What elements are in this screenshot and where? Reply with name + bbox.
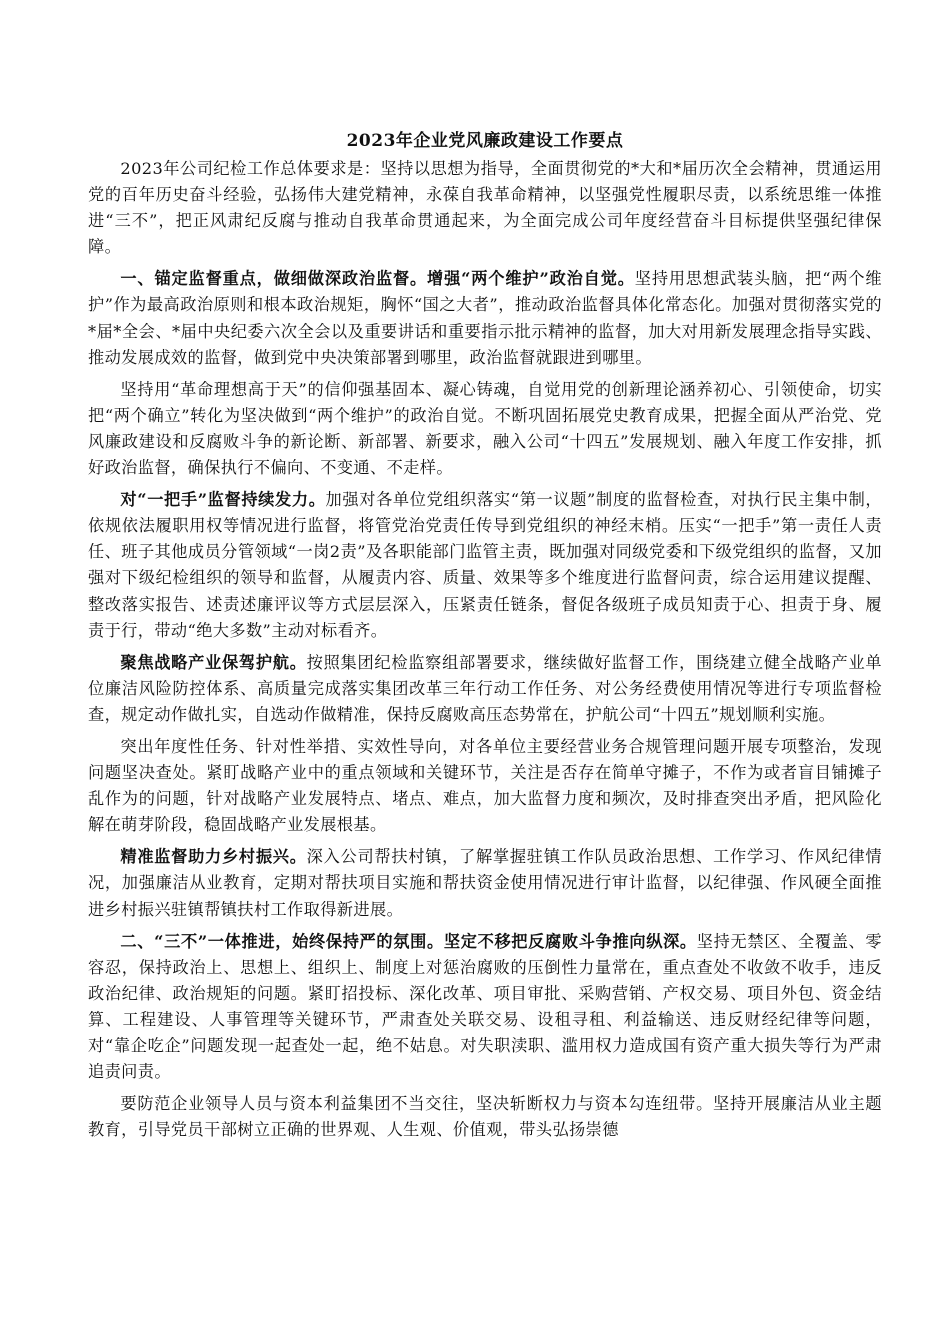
- paragraph-text: 2023年公司纪检工作总体要求是：坚持以思想为指导，全面贯彻党的*大和*届历次全会精神，贯通运用党的百年历史奋斗经验，弘扬伟大建党精神，永葆自我革命精神，以坚强党性履职尽责，以系统思维一体推进“三不”，把正风肃纪反腐与推动自我革命贯通起来，为全面完成公司年度经营奋斗目标提供坚强纪律保障。: [88, 159, 882, 257]
- paragraph-text: 按照集团纪检监察组部署要求，继续做好监督工作，围绕建立健全战略产业单位廉洁风险防控体系、高质量完成落实集团改革三年行动工作任务、对公务经费使用情况等进行专项监督检查，规定动作做扎实，自选动作做精准，保持反腐败高压态势常在，护航公司“十四五”规划顺利实施。: [88, 652, 882, 724]
- paragraph-text: 坚持用“革命理想高于天”的信仰强基固本、凝心铸魂，自觉用党的创新理论涵养初心、引领使命，切实把“两个确立”转化为坚决做到“两个维护”的政治自觉。不断巩固拓展党史教育成果，把握全面从严治党、党风廉政建设和反腐败斗争的新论断、新部署、新要求，融入公司“十四五”发展规划、融入年度工作安排，抓好政治监督，确保执行不偏向、不变通、不走样。: [88, 379, 882, 478]
- paragraph-8: [88, 929, 882, 1086]
- paragraph-3: [88, 377, 882, 481]
- paragraph-text: 加强对各单位党组织落实“第一议题”制度的监督检查，对执行民主集中制，依规依法履职用权等情况进行监督，将管党治党责任传导到党组织的神经末梢。压实“一把手”第一责任人责任、班子其他成员分管领域“一岗2责”及各职能部门监管主责，既加强对同级党委和下级党组织的监督，又加强对下级纪检组织的领导和监督，从履责内容、质量、效果等多个维度进行监督问责，综合运用建议提醒、整改落实报告、述责述廉评议等方式层层深入，压紧责任链条，督促各级班子成员知责于心、担责于身、履责于行，带动“绝大多数”主动对标看齐。: [88, 490, 882, 640]
- paragraph-6: [88, 734, 882, 838]
- paragraph-text: 要防范企业领导人员与资本利益集团不当交往，坚决斩断权力与资本勾连纽带。坚持开展廉洁从业主题教育，引导党员干部树立正确的世界观、人生观、价值观，带头弘扬崇德: [88, 1094, 882, 1140]
- paragraph-lead: 对“一把手”监督持续发力。: [120, 490, 326, 510]
- paragraph-2: [88, 266, 882, 370]
- paragraph-lead: 精准监督助力乡村振兴。: [120, 847, 307, 867]
- paragraph-5: [88, 650, 882, 728]
- paragraph-1: [88, 156, 882, 260]
- paragraph-4: [88, 487, 882, 644]
- paragraph-text: 坚持无禁区、全覆盖、零容忍，保持政治上、思想上、组织上、制度上对惩治腐败的压倒性力量常在，重点查处不收敛不收手，违反政治纪律、政治规矩的问题。紧盯招投标、深化改革、项目审批、采购营销、产权交易、项目外包、资金结算、工程建设、人事管理等关键环节，严肃查处关联交易、设租寻租、利益输送、违反财经纪律等问题，对“靠企吃企”问题发现一起查处一起，绝不姑息。对失职渎职、滥用权力造成国有资产重大损失等行为严肃追责问责。: [88, 931, 882, 1082]
- paragraph-lead: 二、“三不”一体推进，始终保持严的氛围。坚定不移把反腐败斗争推向纵深。: [120, 931, 697, 951]
- paragraph-text: 坚持用思想武装头脑，把“两个维护”作为最高政治原则和根本政治规矩，胸怀“国之大者”，推动政治监督具体化常态化。加强对贯彻落实党的*届*全会、*届中央纪委六次全会以及重要讲话和重要指示批示精神的监督，加大对用新发展理念指导实践、推动发展成效的监督，做到党中央决策部署到哪里，政治监督就跟进到哪里。: [88, 269, 882, 367]
- paragraph-text: 深入公司帮扶村镇，了解掌握驻镇工作队员政治思想、工作学习、作风纪律情况，加强廉洁从业教育，定期对帮扶项目实施和帮扶资金使用情况进行审计监督，以纪律强、作风硬全面推进乡村振兴驻镇帮镇扶村工作取得新进展。: [88, 847, 882, 919]
- paragraph-text: 突出年度性任务、针对性举措、实效性导向，对各单位主要经营业务合规管理问题开展专项整治，发现问题坚决查处。紧盯战略产业中的重点领域和关键环节，关注是否存在简单守摊子，不作为或者盲目铺摊子乱作为的问题，针对战略产业发展特点、堵点、难点，加大监督力度和频次，及时排查突出矛盾，把风险化解在萌芽阶段，稳固战略产业发展根基。: [88, 736, 882, 835]
- paragraph-lead: 聚焦战略产业保驾护航。: [120, 652, 307, 672]
- paragraph-9: [88, 1091, 882, 1143]
- document-title: 2023年企业党风廉政建设工作要点: [346, 131, 624, 151]
- paragraph-7: [88, 844, 882, 922]
- paragraph-lead: 一、锚定监督重点，做细做深政治监督。增强“两个维护”政治自觉。: [120, 269, 635, 289]
